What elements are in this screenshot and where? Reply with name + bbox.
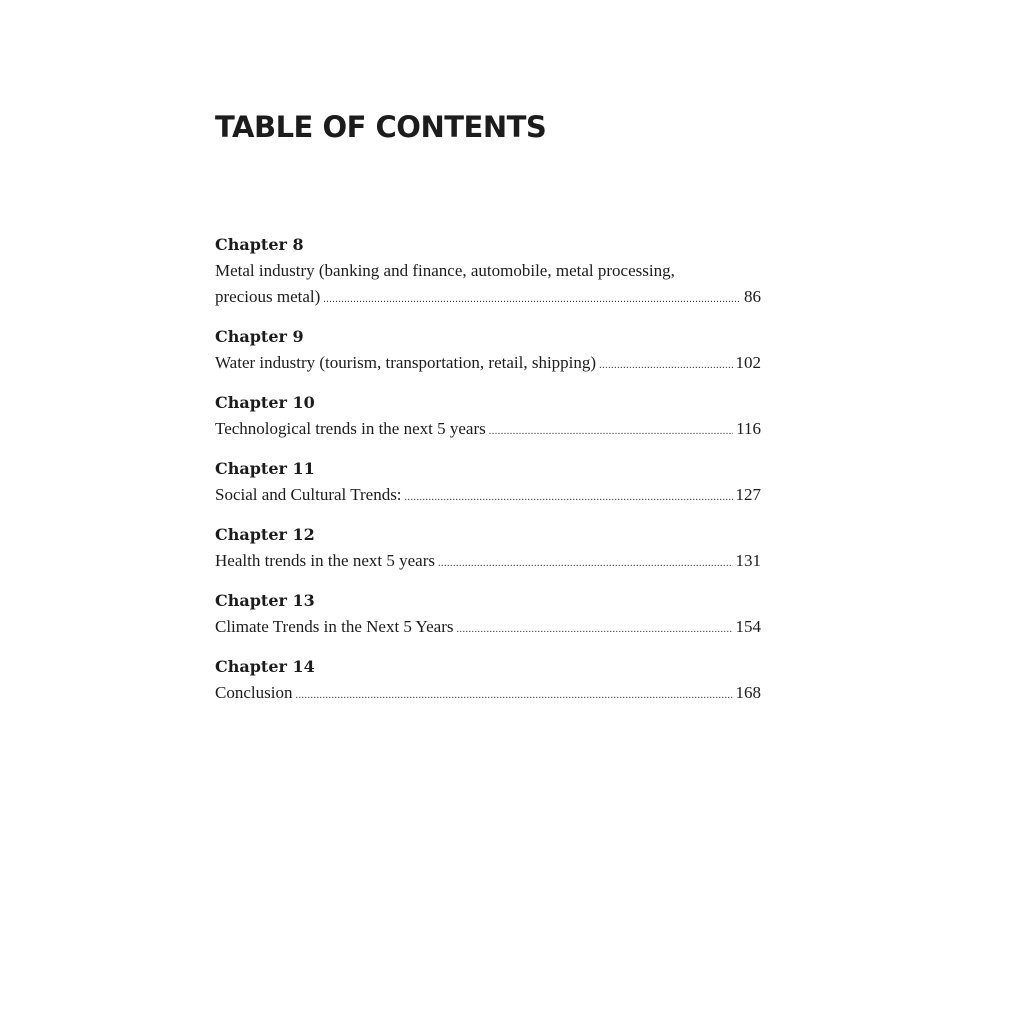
entry-title: Technological trends in the next 5 years [215, 419, 486, 438]
toc-entry-chapter-8[interactable] [215, 232, 761, 310]
page-number: 168 [735, 683, 761, 702]
entry-title: Water industry (tourism, transportation, retail, shipping) [215, 353, 597, 372]
dot-leader [323, 287, 741, 313]
page-number: 131 [735, 551, 761, 570]
toc-entry-chapter-14[interactable] [215, 654, 761, 706]
entry-title-line [215, 548, 761, 574]
toc-entry-chapter-11[interactable] [215, 456, 761, 508]
entry-title-line [215, 284, 761, 310]
chapter-label: Chapter 10 [215, 393, 315, 412]
entry-title: Climate Trends in the Next 5 Years [215, 617, 454, 636]
entry-title-line [215, 680, 761, 706]
entry-title-line [215, 482, 761, 508]
page-number: 154 [735, 617, 761, 636]
entry-title-line [215, 258, 761, 284]
page-title: TABLE OF CONTENTS [215, 110, 547, 144]
toc-entry-chapter-12[interactable] [215, 522, 761, 574]
entry-title: Metal industry (banking and finance, automobile, metal processing, [215, 261, 675, 280]
chapter-label: Chapter 9 [215, 327, 304, 346]
dot-leader [438, 551, 733, 577]
toc-entry-chapter-13[interactable] [215, 588, 761, 640]
dot-leader [405, 485, 733, 511]
page-number: 86 [744, 287, 761, 306]
chapter-label: Chapter 12 [215, 525, 315, 544]
page-number: 102 [735, 353, 761, 372]
dot-leader [456, 617, 732, 643]
chapter-label: Chapter 14 [215, 657, 315, 676]
entry-title: precious metal) [215, 287, 321, 306]
entry-title-line [215, 614, 761, 640]
entry-title: Social and Cultural Trends: [215, 485, 402, 504]
chapter-label: Chapter 11 [215, 459, 315, 478]
entry-title: Health trends in the next 5 years [215, 551, 435, 570]
entry-title-line [215, 350, 761, 376]
entry-title: Conclusion [215, 683, 293, 702]
toc-entry-chapter-10[interactable] [215, 390, 761, 442]
page-number: 127 [735, 485, 761, 504]
chapter-label: Chapter 8 [215, 235, 304, 254]
entry-title-line [215, 416, 761, 442]
page-number: 116 [736, 419, 761, 438]
toc-list [215, 232, 761, 720]
dot-leader [295, 683, 732, 709]
toc-entry-chapter-9[interactable] [215, 324, 761, 376]
dot-leader [489, 419, 733, 445]
dot-leader [599, 353, 732, 379]
chapter-label: Chapter 13 [215, 591, 315, 610]
